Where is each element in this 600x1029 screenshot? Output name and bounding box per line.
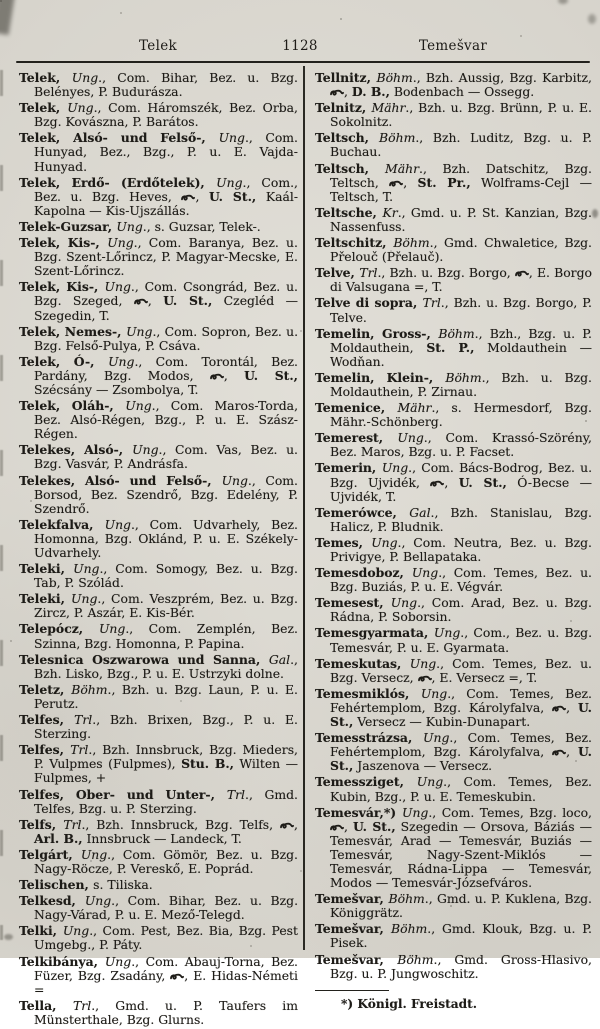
region-abbrev: Ung (390, 595, 418, 611)
region-abbrev: Böhm (379, 130, 416, 146)
entry-text: ., Bzh. Aussig, Bzg. Karbitz, (412, 70, 592, 85)
entry-headword: Temešvar, (315, 921, 391, 937)
region-abbrev: Gal (409, 504, 431, 520)
scan-smudge (4, 934, 13, 940)
entry-text: , (195, 188, 209, 204)
entry-text: ., Com. Háromszék, Bez. Orba, Bzg. Kovászna, P. Barátos. (34, 100, 298, 130)
entry-text: ., Com. Temes, Bez. Fehértemplom, Bzg. Károlyfalva, (330, 730, 592, 760)
gazetteer-entry (19, 518, 298, 560)
entry-text: ., Com., Bez. u. Bzg. Heves, (34, 174, 298, 204)
posthorn-icon (134, 297, 148, 306)
region-abbrev: Ung (107, 235, 134, 251)
entry-headword: U. St., (244, 367, 298, 383)
entry-headword: Temerin, (315, 460, 382, 476)
gazetteer-entry (315, 101, 592, 129)
gazetteer-entry (315, 775, 592, 803)
posthorn-icon (389, 179, 403, 188)
entry-headword: Telgárt, (19, 846, 81, 862)
region-abbrev: Trl (74, 712, 93, 728)
gazetteer-entry (315, 162, 592, 204)
gazetteer-entry (315, 327, 592, 369)
gazetteer-entry (19, 71, 298, 99)
region-abbrev: Ung (433, 625, 461, 641)
column-right (315, 71, 592, 1011)
entry-headword: Telepócz, (19, 621, 99, 637)
gazetteer-entry (315, 536, 592, 564)
region-abbrev: Ung (420, 685, 448, 701)
gazetteer-entry (19, 955, 298, 997)
entry-headword: Telfs, (19, 816, 64, 832)
entry-text: ., Gmd. u. P. St. Kanzian, Bzg. Nassenfuss. (330, 204, 592, 234)
entry-text: ., Com. Borsod, Bez. Szendrő, Bzg. Edelény, P. Szendrő. (34, 472, 298, 516)
gazetteer-entry (315, 206, 592, 234)
gazetteer-entry (315, 461, 592, 503)
entry-headword: Teltsch, (315, 160, 386, 176)
entry-text: ., Com. Abauj-Torna, Bez. Füzer, Bzg. Zsadány, (34, 953, 298, 983)
entry-headword: Temesmiklós, (315, 685, 421, 701)
posthorn-icon (210, 372, 224, 381)
gazetteer-entry (19, 924, 298, 952)
gazetteer-entry (315, 806, 592, 891)
entry-text: Wilten — Fulpmes, + (34, 756, 298, 786)
region-abbrev: Trl (63, 816, 82, 832)
entry-headword: Telfes, Ober- und Unter-, (19, 786, 227, 802)
entry-text: ., Bzh. u. Bzg. Laun, P. u. E. Perutz. (34, 681, 298, 711)
entry-headword: U. St., (330, 699, 592, 730)
entry-headword: Temesdoboz, (315, 565, 412, 581)
region-abbrev: Ung (416, 774, 444, 790)
entry-headword: Telek-Guzsar, (19, 218, 117, 234)
footnote (315, 990, 592, 1012)
entry-headword: Telek, Ó-, (19, 353, 109, 369)
entry-headword: Telfes, (19, 712, 75, 728)
running-head-right: Temešvar (418, 38, 488, 54)
posthorn-icon (181, 193, 195, 202)
entry-text: ., Com. Sopron, Bez. u. Bzg. Felső-Pulya, P. Csáva. (34, 323, 299, 353)
entry-text: , E. Borgo di Valsugana =, T. (330, 265, 592, 295)
region-abbrev: Ung (132, 442, 159, 458)
gazetteer-entry (315, 687, 592, 729)
entry-text: ., Gmd. u. P. Taufers im Münsterthale, Bzg. Glurns. (34, 997, 298, 1027)
entry-text: Bodenbach — Ossegg. (389, 84, 535, 100)
gazetteer-entry (19, 280, 298, 322)
region-abbrev: Ung (216, 174, 243, 190)
region-abbrev: Ung (402, 804, 429, 820)
region-abbrev: Ung (73, 561, 100, 577)
entry-headword: U. St., (163, 293, 213, 309)
entry-text: , (294, 816, 298, 832)
entry-text: ., Com. Bihar, Bez. u. Bzg. Nagy-Várad, P. u. E. Mező-Telegd. (34, 893, 299, 923)
entry-text: ., Bzh. u. Bzg. Borgo, (377, 265, 515, 281)
region-abbrev: Böhm (388, 891, 425, 907)
region-abbrev: Böhm (438, 325, 475, 341)
gazetteer-entry (315, 731, 592, 773)
region-abbrev: Böhm (376, 70, 413, 85)
header-rule (16, 61, 590, 63)
gazetteer-entry (19, 562, 298, 590)
entry-headword: Teltsche, (315, 204, 383, 220)
entry-text: Kaál-Kapolna — Kis-Ujszállás. (34, 188, 299, 218)
entry-text: Czegléd — Szegedin, T. (34, 293, 298, 323)
region-abbrev: Böhm (71, 681, 108, 697)
entry-headword: D. B., (351, 84, 390, 100)
gazetteer-entry (315, 431, 592, 459)
entry-text: ., Gmd. Chwaletice, Bzg. Přelouč (Přelauč). (330, 235, 592, 265)
entry-headword: Temesvár,*) (315, 804, 402, 820)
entry-text: ., Bzh. Datschitz, Bzg. Teltsch, (330, 160, 592, 190)
region-abbrev: Ung (397, 430, 424, 446)
entry-text: ., Bzh. u. Bzg. Brünn, P. u. E. Sokolnitz. (330, 100, 592, 130)
entry-text: , (344, 818, 353, 834)
entry-text: ., Com., Bez. u. Bzg. Temesvár, P. u. E. Gyarmata. (330, 625, 593, 655)
entry-headword: Telekfalva, (19, 516, 105, 532)
entry-text: Szécsány — Zsombolya, T. (34, 381, 199, 397)
page-number: 1128 (282, 38, 318, 54)
gazetteer-entry (315, 566, 592, 594)
entry-headword: Telki, (19, 923, 63, 939)
entry-text: , E. Versecz =, T. (431, 669, 538, 685)
region-abbrev: Ung (423, 730, 450, 746)
entry-text: ., Com. Hunyad, Bez., Bzg., P. u. E. Vajda-Hunyad. (34, 130, 298, 174)
entry-text: ., Com. Temes, Bez. u. Bzg. Versecz, (330, 655, 592, 685)
gazetteer-entry (19, 743, 298, 785)
entry-headword: Telek, (19, 100, 68, 116)
gazetteer-entry (19, 848, 298, 876)
entry-headword: Tellnitz, (315, 70, 377, 85)
region-abbrev: Ung (409, 655, 437, 671)
entry-text: , E. Hidas-Németi = (34, 967, 298, 997)
scan-smudge (592, 209, 598, 218)
entry-text: ., Com. Torontál, Bez. Pardány, Bzg. Modos, (34, 353, 298, 383)
posthorn-icon (330, 88, 344, 97)
gazetteer-entry (315, 892, 592, 920)
entry-text: ., Com. Neutra, Bez. u. Bzg. Privigye, P. Bellapataka. (330, 534, 592, 564)
entry-text: ., Bzh. Luditz, Bzg. u. P. Buchau. (330, 130, 592, 160)
entry-headword: Temesest, (315, 595, 391, 611)
entry-headword: Telek, (19, 70, 72, 85)
scan-smudge (0, 0, 15, 35)
entry-text: ., Com. Pest, Bez. Bia, Bzg. Pest Umgebg., P. Páty. (34, 923, 299, 953)
region-abbrev: Ung (71, 70, 99, 85)
gazetteer-entry (19, 592, 298, 620)
entry-headword: Teltsch, (315, 130, 380, 146)
entry-headword: Teleki, (19, 561, 74, 577)
entry-headword: Temešvar, (315, 891, 389, 907)
entry-headword: St. P., (426, 339, 475, 355)
region-abbrev: Mähr (385, 160, 419, 176)
region-abbrev: Böhm (393, 235, 430, 251)
entry-text: ., Com. Zemplén, Bez. Szinna, Bzg. Homonna, P. Papina. (34, 621, 298, 651)
entry-headword: Tella, (19, 997, 74, 1013)
column-left (19, 71, 298, 1029)
region-abbrev: Ung (98, 621, 126, 637)
gazetteer-entry (19, 683, 298, 711)
entry-headword: Telekes, Alsó- und Felső-, (19, 472, 222, 488)
gazetteer-entry (315, 236, 592, 264)
scan-edge-shadow (0, 70, 3, 940)
entry-text: Moldauthein — Wodňan. (330, 339, 592, 369)
entry-text: ., Com. Bács-Bodrog, Bez. u. Bzg. Ujvidék, (330, 460, 593, 490)
entry-headword: Temesgyarmata, (315, 625, 434, 641)
region-abbrev: Ung (84, 893, 112, 909)
entry-text: ., Com. Csongrád, Bez. u. Bzg. Szeged, (34, 279, 298, 309)
entry-text: Wolframs-Cejl — Teltsch, T. (330, 174, 592, 204)
entry-headword: Temeskutas, (315, 655, 410, 671)
posthorn-icon (552, 748, 566, 757)
gazetteer-entry (19, 653, 298, 681)
posthorn-icon (170, 972, 184, 981)
entry-text: ., Bzh. u. Bzg. Borgo, P. Telve. (330, 295, 592, 325)
column-divider-rule (303, 66, 305, 950)
gazetteer-entry (19, 999, 298, 1027)
gazetteer-entry (315, 131, 592, 159)
entry-text: ., Com. Somogy, Bez. u. Bzg. Tab, P. Szólád. (34, 561, 298, 591)
entry-text: ., Com. Temes, Bez. u. Bzg. Buziás, P. u. E. Végvár. (330, 565, 592, 595)
region-abbrev: Böhm (397, 951, 434, 967)
entry-headword: Temešvar, (315, 951, 398, 967)
entry-headword: Teleki, (19, 591, 72, 607)
region-abbrev: Trl (70, 742, 89, 758)
entry-text: ., Com. Gömör, Bez. u. Bzg. Nagy-Röcze, P. Vereskő, E. Poprád. (34, 846, 298, 876)
region-abbrev: Böhm (445, 369, 482, 385)
entry-text: , (444, 474, 459, 490)
entry-text: ., s. Hermesdorf, Bzg. Mähr.-Schönberg. (330, 400, 592, 430)
posthorn-icon (280, 821, 294, 830)
entry-headword: Telek, Nemes-, (19, 323, 127, 339)
entry-text: ., Bzh. Innsbruck, Bzg. Mieders, P. Vulpmes (Fulpmes), (34, 742, 298, 772)
entry-text: , (566, 744, 579, 760)
region-abbrev: Ung (116, 218, 143, 234)
gazetteer-entry (315, 626, 592, 654)
entry-text: Versecz — Kubin-Dunapart. (353, 714, 531, 730)
entry-headword: Telnitz, (315, 100, 372, 116)
gazetteer-entry (315, 371, 592, 399)
gazetteer-entry (19, 878, 298, 892)
entry-headword: Telkibánya, (19, 953, 105, 969)
running-head-left: Telek (139, 38, 177, 54)
gazetteer-entry (19, 818, 298, 846)
region-abbrev: Gal (268, 651, 291, 667)
gazetteer-entry (315, 506, 592, 534)
entry-headword: Temessziget, (315, 774, 417, 790)
entry-headword: Telek, Alsó- und Felső-, (19, 130, 219, 146)
entry-text: , (147, 293, 164, 309)
gazetteer-entry (19, 713, 298, 741)
entry-headword: Telischen, (19, 877, 94, 893)
gazetteer-entry (19, 101, 298, 129)
region-abbrev: Ung (80, 846, 108, 862)
scan-smudge (588, 14, 596, 24)
gazetteer-entry (315, 266, 592, 294)
entry-headword: U. St., (458, 474, 507, 490)
entry-headword: Teletz, (19, 681, 72, 697)
gazetteer-entry (315, 71, 592, 99)
entry-headword: Telek, Kis-, (19, 235, 108, 251)
region-abbrev: Ung (125, 398, 152, 414)
entry-headword: Teltschitz, (315, 235, 394, 251)
gazetteer-entry (19, 788, 298, 816)
entry-text: ., Gmd. Klouk, Bzg. u. P. Pisek. (330, 921, 592, 951)
entry-headword: Temesstrázsa, (315, 730, 424, 746)
region-abbrev: Ung (221, 472, 248, 488)
entry-text: Innsbruck — Landeck, T. (82, 830, 242, 846)
entry-headword: Temelin, Gross-, (315, 325, 439, 341)
posthorn-icon (430, 479, 444, 488)
entry-text: ., Com. Arad, Bez. u. Bzg. Rádna, P. Soborsin. (330, 595, 592, 625)
gazetteer-entry (19, 474, 298, 516)
gazetteer-entry (315, 922, 592, 950)
region-abbrev: Mähr (397, 400, 432, 416)
gazetteer-entry (19, 399, 298, 441)
entry-text: ., Com. Temes, Bzg. loco, (428, 804, 592, 820)
region-abbrev: Ung (67, 100, 94, 116)
region-abbrev: Ung (108, 353, 135, 369)
entry-text: ., Com. Veszprém, Bez. u. Bzg. Zircz, P. Aszár, E. Kis-Bér. (34, 591, 298, 621)
footnote-rule (315, 990, 389, 992)
entry-headword: Telek, Oláh-, (19, 398, 126, 414)
region-abbrev: Kr (382, 204, 398, 220)
entry-text: , (566, 699, 579, 715)
region-abbrev: Ung (218, 130, 245, 146)
footnote-text: *) Königl. Freistadt. (341, 997, 477, 1012)
scan-speckles (0, 0, 2, 2)
region-abbrev: Trl (359, 265, 378, 281)
region-abbrev: Ung (104, 516, 131, 532)
entry-headword: U. St., (330, 744, 592, 774)
entry-headword: Temes, (315, 534, 372, 550)
entry-headword: U. St., (208, 188, 257, 204)
entry-headword: Telfes, (19, 742, 71, 758)
entry-text: s. Tiliska. (93, 877, 153, 893)
entry-headword: Telek, Erdő- (Erdőtelek), (19, 174, 217, 190)
region-abbrev: Ung (71, 591, 98, 607)
entry-text: ., Com. Bihar, Bez. u. Bzg. Belényes, P. Budurásza. (34, 70, 298, 100)
posthorn-icon (418, 674, 432, 683)
entry-text: ., Gmd. Telfes, Bzg. u. P. Sterzing. (34, 786, 298, 816)
gazetteer-entry (315, 296, 592, 324)
gazetteer-entry (19, 443, 298, 471)
region-abbrev: Ung (411, 565, 439, 581)
region-abbrev: Ung (104, 279, 131, 295)
entry-headword: Telek, Kis-, (19, 279, 105, 295)
gazetteer-entry (19, 325, 298, 353)
region-abbrev: Böhm (391, 921, 428, 937)
region-abbrev: Ung (381, 460, 409, 476)
gazetteer-entry (315, 953, 592, 981)
gazetteer-entry (19, 220, 298, 234)
entry-text: ., Gmd. u. P. Kuklena, Bzg. Königgrätz. (330, 891, 592, 921)
gazetteer-entry (19, 131, 298, 173)
entry-text: ., Com. Temes, Bez. Kubin, Bzg., P. u. E. Temeskubin. (330, 774, 592, 804)
entry-text: , (223, 367, 245, 383)
region-abbrev: Trl (73, 997, 92, 1013)
entry-headword: Telve, (315, 265, 360, 281)
region-abbrev: Ung (371, 534, 398, 550)
scan-smudge (558, 0, 568, 4)
entry-headword: St. Pr., (417, 174, 471, 190)
entry-text: ., Com. Baranya, Bez. u. Bzg. Szent-Lőrincz, P. Magyar-Mecske, E. Szent-Lőrincz. (34, 235, 298, 279)
entry-text: ., Bzh. Lisko, Bzg., P. u. E. Ustrzyki dolne. (34, 651, 298, 681)
entry-text: ., Com. Krassó-Szörény, Bez. Maros, Bzg. u. P. Facset. (330, 430, 592, 460)
entry-text: ., Com. Udvarhely, Bez. Homonna, Bzg. Oklánd, P. u. E. Székely-Udvarhely. (34, 516, 298, 560)
entry-headword: Temenice, (315, 400, 398, 416)
entry-headword: Telkesd, (19, 893, 85, 909)
entry-headword: Arl. B., (34, 830, 83, 846)
region-abbrev: Ung (62, 923, 90, 939)
posthorn-icon (330, 823, 344, 832)
region-abbrev: Mähr (371, 100, 406, 116)
gazetteer-entry (19, 622, 298, 650)
entry-text: Szegedin — Orsova, Báziás — Temesvár, Arad — Temesvár, Buziás — Temesvár, Nagy-Szent-Miklós — Temesvár, Rádna-Lippa — Temesvár, Modos — Temesvár-Józsefváros. (330, 818, 592, 891)
entry-text: ., Bzh., Bzg. u. P. Moldauthein, (330, 325, 592, 355)
entry-text: Ó-Becse — Ujvidék, T. (330, 474, 593, 504)
entry-text: , (403, 174, 418, 190)
gazetteer-entry (315, 657, 592, 685)
entry-text: ., Bzh. Innsbruck, Bzg. Telfs, (81, 816, 281, 832)
entry-headword: Temerówce, (315, 504, 410, 520)
entry-headword: Telve di sopra, (315, 295, 423, 311)
entry-text: ., s. Guzsar, Telek-. (142, 218, 261, 234)
gazetteer-entry (19, 176, 298, 218)
entry-text: ., Com. Maros-Torda, Bez. Alsó-Régen, Bzg., P. u. E. Szász-Régen. (34, 398, 299, 442)
region-abbrev: Trl (422, 295, 441, 311)
entry-text: ., Bzh. u. Bzg. Moldauthein, P. Zirnau. (330, 369, 592, 399)
entry-headword: Telesnica Oszwarowa und Sanna, (19, 651, 269, 667)
gazetteer-entry (19, 355, 298, 397)
entry-headword: U. St., (352, 818, 396, 834)
gazetteer-entry (315, 596, 592, 624)
gazetteer-entry (19, 894, 298, 922)
entry-text: , (344, 84, 352, 100)
entry-text: ., Gmd. Gross-Hlasivo, Bzg. u. P. Jungwoschitz. (330, 951, 592, 981)
entry-headword: Stu. B., (181, 756, 234, 772)
entry-text: ., Com. Vas, Bez. u. Bzg. Vasvár, P. Andrásfa. (34, 442, 298, 472)
region-abbrev: Ung (104, 953, 132, 969)
posthorn-icon (552, 704, 566, 713)
entry-headword: Telekes, Alsó-, (19, 442, 133, 458)
gazetteer-entry (19, 236, 298, 278)
gazetteer-entry (315, 401, 592, 429)
region-abbrev: Ung (126, 323, 153, 339)
entry-text: Jaszenova — Versecz. (353, 758, 493, 774)
entry-headword: Temerest, (315, 430, 398, 446)
posthorn-icon (515, 269, 529, 278)
entry-text: ., Bzh. Stanislau, Bzg. Halicz, P. Bludnik. (330, 504, 592, 534)
entry-text: ., Bzh. Brixen, Bzg., P. u. E. Sterzing. (34, 712, 298, 742)
entry-headword: Temelin, Klein-, (315, 369, 446, 385)
entry-text: ., Com. Temes, Bez. Fehértemplom, Bzg. Károlyfalva, (330, 685, 592, 715)
region-abbrev: Trl (226, 786, 245, 802)
